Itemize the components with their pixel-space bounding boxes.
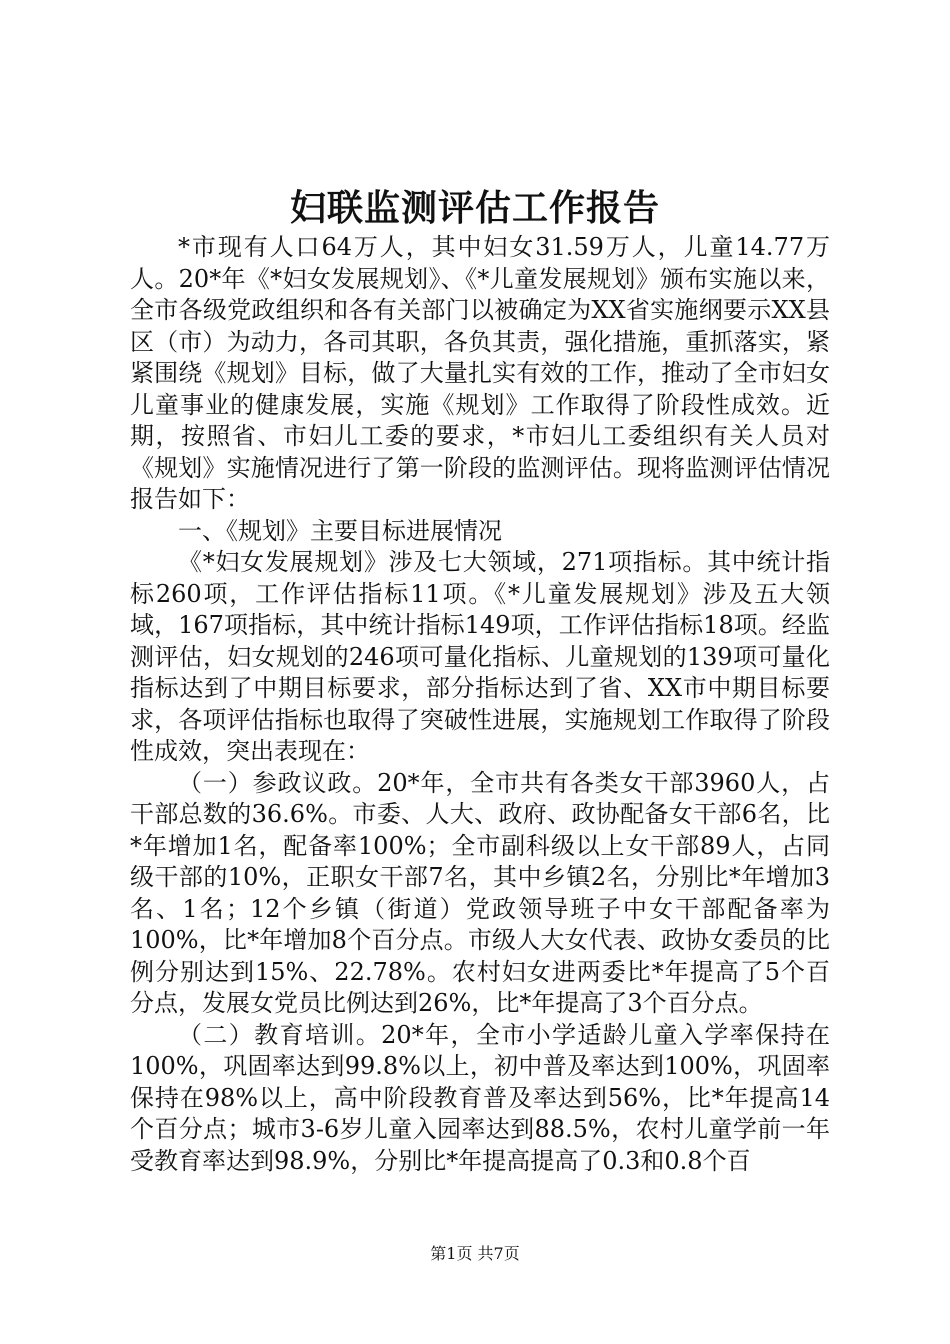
section-heading: 一、《规划》主要目标进展情况 bbox=[178, 516, 502, 545]
paragraph-overview: 《*妇女发展规划》涉及七大领域，271项指标。其中统计指标260项，工作评估指标11项。《*儿童发展规划》涉及五大领域，167项指标，其中统计指标149项，工作评估指标18项。经监测评估，妇女规划的246项可量化指标、儿童规划的139项可量化指标达到了中期目标要求，部分指标达到了省、XX市中期目标要求，各项评估指标也取得了突破性进展，实施规划工作取得了阶段性成效，突出表现在： bbox=[130, 548, 830, 765]
document-body bbox=[130, 232, 830, 1177]
paragraph-intro: *市现有人口64万人，其中妇女31.59万人，儿童14.77万人。20*年《*妇女发展规划》、《*儿童发展规划》颁布实施以来，全市各级党政组织和各有关部门以被确定为XX省实施纲要示XX县区（市）为动力，各司其职，各负其责，强化措施，重抓落实，紧紧围绕《规划》目标，做了大量扎实有效的工作，推动了全市妇女儿童事业的健康发展，实施《规划》工作取得了阶段性成效。近期，按照省、市妇儿工委的要求，*市妇儿工委组织有关人员对《规划》实施情况进行了第一阶段的监测评估。现将监测评估情况报告如下： bbox=[130, 233, 830, 513]
paragraph-participation: （一）参政议政。20*年，全市共有各类女干部3960人，占干部总数的36.6%。市委、人大、政府、政协配备女干部6名，比*年增加1名，配备率100%；全市副科级以上女干部89人，占同级干部的10%，正职女干部7名，其中乡镇2名，分别比*年增加3名、1名；12个乡镇（街道）党政领导班子中女干部配备率为100%，比*年增加8个百分点。市级人大女代表、政协女委员的比例分别达到15%、22.78%。农村妇女进两委比*年提高了5个百分点，发展女党员比例达到26%，比*年提高了3个百分点。 bbox=[130, 768, 830, 1017]
page-footer: 第1页 共7页 bbox=[430, 1244, 520, 1263]
paragraph-education: （二）教育培训。20*年，全市小学适龄儿童入学率保持在100%，巩固率达到99.8%以上，初中普及率达到100%，巩固率保持在98%以上，高中阶段教育普及率达到56%，比*年提高14个百分点；城市3-6岁儿童入园率达到88.5%，农村儿童学前一年受教育率达到98.9%，分别比*年提高提高了0.3和0.8个百 bbox=[130, 1020, 830, 1175]
document-title: 妇联监测评估工作报告 bbox=[289, 187, 660, 229]
